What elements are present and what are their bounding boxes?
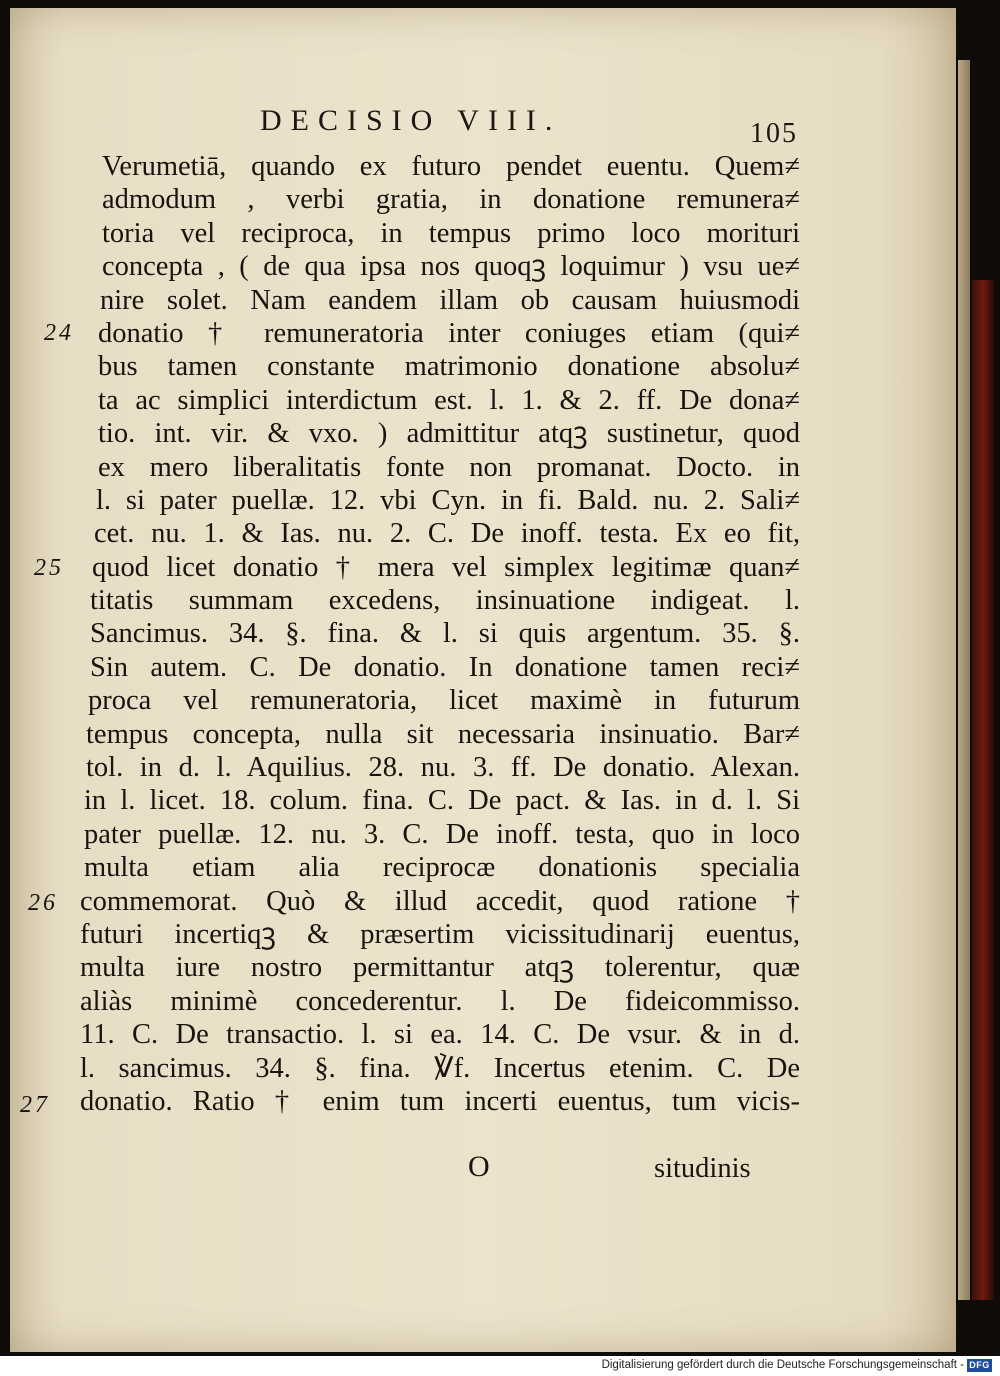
text-line: bus tamen constante matrimonio donatione absolu≠	[98, 351, 800, 383]
text-line: concepta , ( de qua ipsa nos quoqꝫ loquimur ) vsu ue≠	[102, 251, 800, 283]
margin-number-25: 25	[34, 555, 64, 581]
running-head: DECISIO VIII.	[260, 104, 562, 137]
catchword: situdinis	[654, 1153, 751, 1184]
text-line: l. si pater puellæ. 12. vbi Cyn. in fi. Bald. nu. 2. Sali≠	[96, 484, 800, 516]
margin-number-27: 27	[20, 1092, 50, 1118]
text-line: proca vel remuneratoria, licet maximè in futurum	[88, 685, 800, 717]
text-line: donatio † remuneratoria inter coniuges etiam (qui≠	[98, 317, 800, 349]
margin-number-24: 24	[44, 320, 74, 346]
text-line: Sancimus. 34. §. fina. & l. si quis argentum. 35. §.	[90, 618, 800, 650]
signature-mark: O	[468, 1150, 490, 1183]
text-line: tol. in d. l. Aquilius. 28. nu. 3. ff. De donatio. Alexan.	[86, 752, 800, 784]
text-line: in l. licet. 18. colum. fina. C. De pact. & Ias. in d. l. Si	[84, 785, 800, 817]
text-line: ta ac simplici interdictum est. l. 1. & 2. ff. De dona≠	[98, 384, 800, 416]
text-line: multa etiam alia reciprocæ donationis specialia	[84, 852, 800, 884]
text-line: cet. nu. 1. & Ias. nu. 2. C. De inoff. testa. Ex eo fit,	[94, 518, 800, 550]
page-edge	[958, 60, 970, 1300]
text-line: Verumetiā, quando ex futuro pendet euentu. Quem≠	[102, 151, 800, 182]
text-line: multa iure nostro permittantur atqꝫ tolerentur, quæ	[80, 952, 800, 984]
text-line: admodum , verbi gratia, in donatione remunera≠	[102, 184, 800, 216]
text-line: titatis summam excedens, insinuatione indigeat. l.	[90, 585, 800, 617]
text-line: Sin autem. C. De donatio. In donatione tamen reci≠	[90, 651, 800, 683]
text-line: tio. int. vir. & vxo. ) admittitur atqꝫ sustinetur, quod	[98, 418, 800, 450]
text-line: 11. C. De transactio. l. si ea. 14. C. De vsur. & in d.	[80, 1019, 800, 1051]
text-line: nire solet. Nam eandem illam ob causam huiusmodi	[100, 284, 800, 316]
binding-ribbon	[972, 280, 994, 1300]
text-line: pater puellæ. 12. nu. 3. C. De inoff. testa, quo in loco	[84, 818, 800, 850]
margin-number-26: 26	[28, 890, 58, 916]
dfg-logo-icon: DFG	[967, 1359, 992, 1372]
text-line: donatio. Ratio † enim tum incerti euentus, tum vicis-	[80, 1085, 800, 1117]
text-line: commemorat. Quò & illud accedit, quod ratione †	[80, 885, 800, 917]
page-number: 105	[750, 118, 798, 149]
text-block	[80, 150, 800, 1118]
text-line: tempus concepta, nulla sit necessaria insinuatio. Bar≠	[86, 718, 800, 750]
text-line: ex mero liberalitatis fonte non promanat. Docto. in	[98, 451, 800, 483]
footer-credit: Digitalisierung gefördert durch die Deutsche Forschungsgemeinschaft -	[601, 1359, 964, 1371]
text-line: quod licet donatio † mera vel simplex legitimæ quan≠	[92, 551, 800, 583]
text-line: futuri incertiqꝫ & præsertim vicissitudinarij euentus,	[80, 918, 800, 950]
text-line: l. sancimus. 34. §. fina. ℣f. Incertus etenim. C. De	[80, 1052, 800, 1084]
text-line: toria vel reciproca, in tempus primo loco morituri	[102, 217, 800, 249]
text-line: aliàs minimè concederentur. l. De fideicommisso.	[80, 985, 800, 1017]
